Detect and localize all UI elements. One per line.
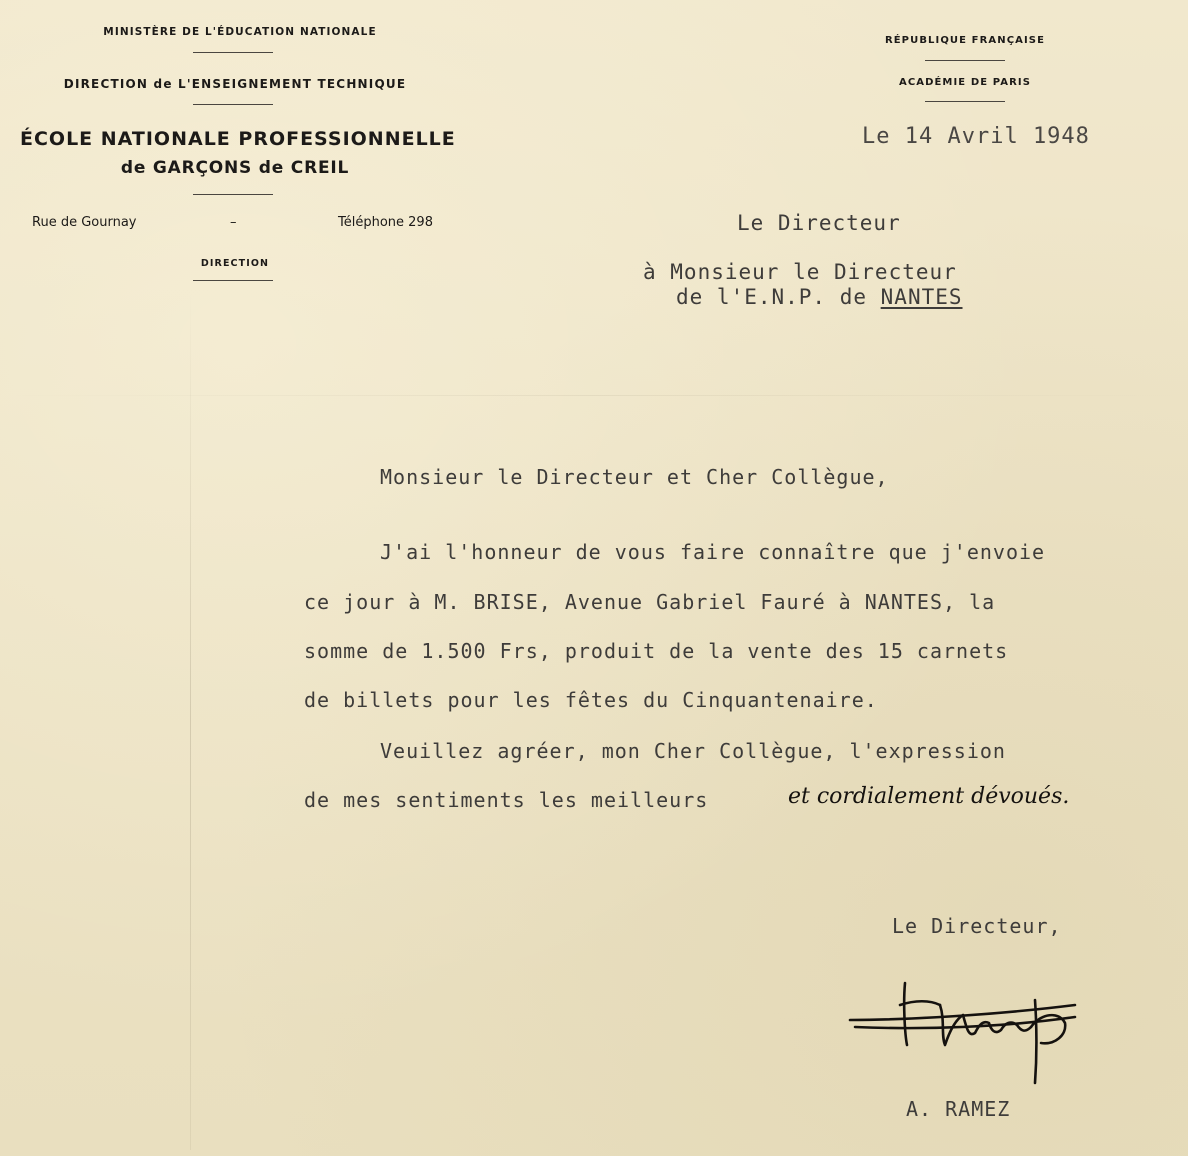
letterhead-rule <box>193 104 273 105</box>
salutation: Monsieur le Directeur et Cher Collègue, <box>380 465 889 489</box>
closing-line: Veuillez agréer, mon Cher Collègue, l'expression <box>380 739 1006 763</box>
body-line: J'ai l'honneur de vous faire connaître que j'envoie <box>380 540 1046 564</box>
ministry-heading: MINISTÈRE DE L'ÉDUCATION NATIONALE <box>103 26 377 38</box>
republic-heading: RÉPUBLIQUE FRANÇAISE <box>884 35 1046 46</box>
handwritten-addition: et cordialement dévoués. <box>788 784 1070 809</box>
signature-scrawl-icon <box>845 975 1085 1085</box>
letterhead-rule <box>193 194 273 195</box>
handwritten-signature <box>845 975 1085 1085</box>
signatory-name: A. RAMEZ <box>906 1097 1011 1121</box>
letterhead-rule <box>193 52 273 53</box>
direction-technique-heading: DIRECTION de L'ENSEIGNEMENT TECHNIQUE <box>63 77 407 91</box>
academy-heading: ACADÉMIE DE PARIS <box>898 77 1032 88</box>
body-line: de billets pour les fêtes du Cinquantenaire. <box>304 688 878 712</box>
recipient-line1: à Monsieur le Directeur <box>643 260 957 284</box>
recipient-prefix: de l'E.N.P. de <box>676 285 881 309</box>
direction-label: DIRECTION <box>200 258 270 269</box>
address-separator: – <box>230 215 237 230</box>
letterhead-rule <box>925 101 1005 102</box>
sender-title: Le Directeur <box>737 211 901 235</box>
recipient-line2 <box>676 285 963 309</box>
body-line: somme de 1.500 Frs, produit de la vente des 15 carnets <box>304 639 1009 663</box>
recipient-city: NANTES <box>880 285 963 309</box>
signature-title: Le Directeur, <box>892 914 1062 938</box>
body-line: ce jour à M. BRISE, Avenue Gabriel Fauré à NANTES, la <box>304 590 996 614</box>
school-name: ÉCOLE NATIONALE PROFESSIONNELLE <box>20 128 456 150</box>
school-address: Rue de Gournay <box>32 215 137 230</box>
letterhead-rule <box>925 60 1005 61</box>
paper-fold-horizontal <box>0 395 1188 396</box>
letterhead-rule <box>193 280 273 281</box>
school-phone: Téléphone 298 <box>338 215 433 230</box>
school-name-line2: de GARÇONS de CREIL <box>120 158 350 178</box>
paper-fold-vertical <box>190 290 191 1150</box>
letter-date: Le 14 Avril 1948 <box>862 124 1090 149</box>
closing-line: de mes sentiments les meilleurs <box>304 788 709 812</box>
